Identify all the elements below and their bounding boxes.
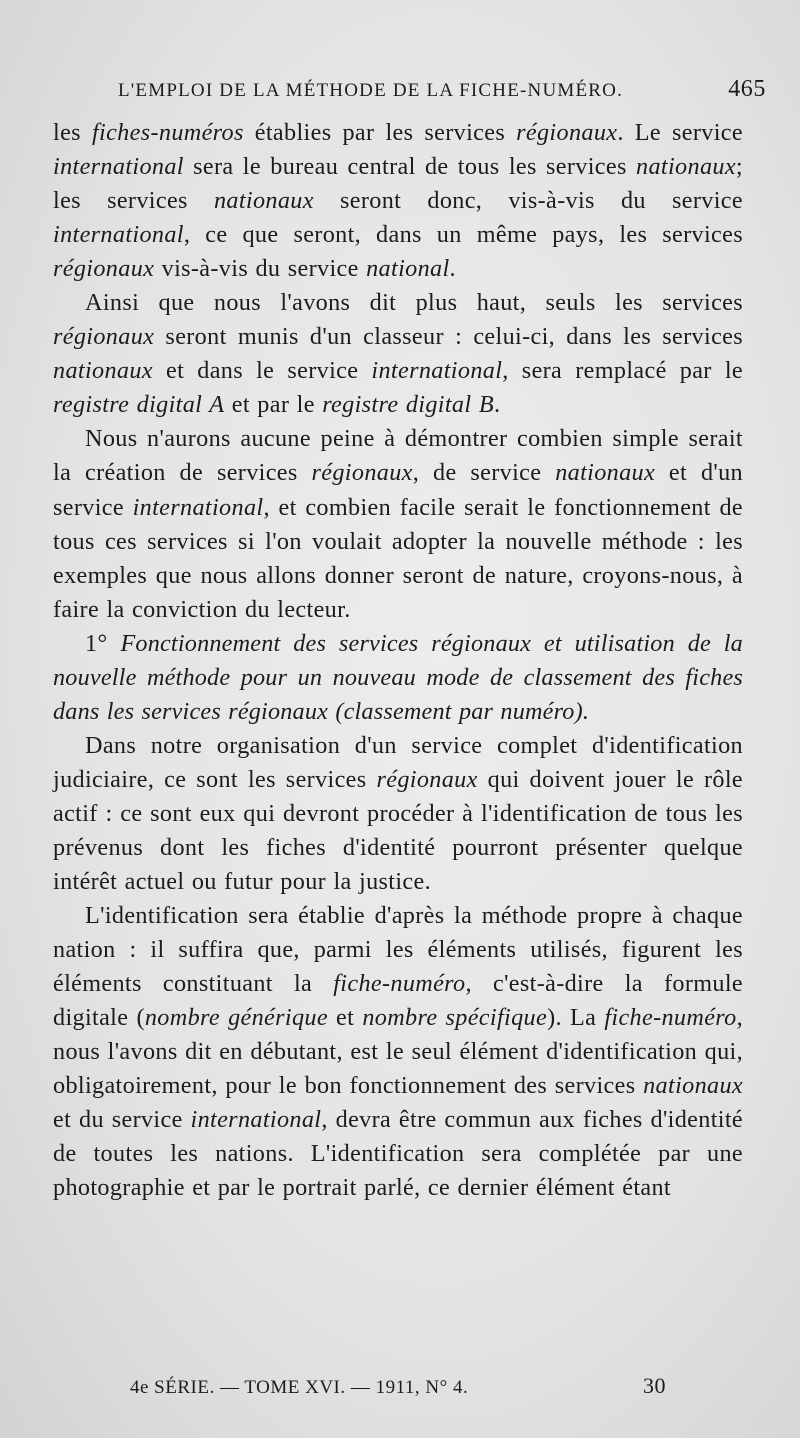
text-run: et par le [224,391,323,419]
text-run: et du service [53,1106,191,1134]
text-run: établies par les services [243,119,517,146]
text-run: Dans notre organisation d'un service complet d'identification judiciaire, ce sont les services [53,731,743,793]
text-run: , c'est-à-dire la formule digitale ( [53,970,743,1032]
text-run: seront donc, vis-à-vis du service [313,187,743,215]
italic-run: international [53,221,184,249]
italic-run: régionaux [516,119,618,146]
italic-run: fiche-numéro [604,1004,737,1032]
italic-run: international [132,493,264,521]
section-heading-paragraph [53,627,743,729]
italic-run: fiche-numéro [333,970,466,998]
text-run: qui doivent jouer le rôle actif : ce sont eux qui devront procéder à l'identification de tous les prévenus dont les fiches d'identité pourront présenter quelque intérêt actuel ou futur pour la justice. [53,765,743,896]
italic-run: national [366,255,450,283]
text-run: Ainsi que nous l'avons dit plus haut, seuls les services [85,289,743,317]
text-run: vis-à-vis du service [154,255,367,283]
italic-run: nombre générique [144,1004,328,1032]
body-text [53,116,743,1206]
text-run: , nous l'avons dit en débutant, est le seul élément d'identification qui, obligatoirement, pour le bon fonctionnement des services [53,1004,743,1100]
page-number: 465 [728,76,766,102]
text-run: ; les services [53,153,743,215]
italic-run: nationaux [555,459,656,487]
italic-run: régionaux [311,459,413,487]
text-run: L'identification sera établie d'après la méthode propre à chaque nation : il suffira que, parmi les éléments utilisés, figurent les éléments constituant la [53,902,743,998]
italic-run: nationaux [643,1072,743,1100]
text-run: . [493,391,501,419]
text-run: ). La [547,1004,605,1032]
text-run: et dans le service [152,357,372,385]
italic-run: registre digital A [53,391,225,419]
text-run: seront munis d'un classeur : celui-ci, dans les services [154,323,743,351]
running-header [118,76,766,103]
italic-run: Fonctionnement des services régionaux et utilisation de la nouvelle méthode pour un nouveau mode de classement des fiches dans les services régionaux (classement par numéro). [53,629,743,725]
series-info: 4e SÉRIE. — TOME XVI. — 1911, N° 4. [130,1377,469,1398]
text-run: Nous n'aurons aucune peine à démontrer combien simple serait la création de services [53,425,743,487]
italic-run: régionaux [53,255,155,283]
italic-run: régionaux [53,323,155,351]
signature-mark: 30 [643,1373,666,1398]
italic-run: nationaux [53,357,153,385]
paragraph [53,899,743,1205]
italic-run: nombre spécifique [362,1004,548,1032]
italic-run: international [190,1106,322,1134]
text-run: et d'un service [53,459,743,521]
text-run: , et combien facile serait le fonctionnement de tous ces services si l'on voulait adopter la nouvelle méthode : les exemples que nous allons donner seront de nature, croyons-nous, à faire la conviction du lecteur. [53,493,743,623]
text-run: les [53,119,92,146]
text-run: . Le service [617,119,743,146]
italic-run: international [371,357,503,385]
paragraph [53,422,743,626]
text-run: 1° [85,629,121,657]
running-title: L'EMPLOI DE LA MÉTHODE DE LA FICHE-NUMÉRO. [118,80,624,101]
text-run: , ce que seront, dans un même pays, les services [183,221,743,249]
italic-run: nationaux [636,153,736,181]
italic-run: régionaux [376,765,478,793]
paragraph [53,116,743,286]
italic-run: nationaux [213,187,314,215]
text-run: . [449,255,456,283]
paragraph [53,729,743,899]
text-run: et [327,1004,363,1032]
text-run: , de service [412,459,556,487]
paragraph [53,286,743,422]
page-footer [130,1373,666,1399]
italic-run: registre digital B [322,391,494,419]
text-run: , devra être commun aux fiches d'identité de toutes les nations. L'identification sera complétée par une photographie et par le portrait parlé, ce dernier élément étant [53,1106,744,1202]
italic-run: international [53,153,184,181]
italic-run: fiches-numéros [91,119,244,146]
text-run: , sera remplacé par le [502,357,743,385]
text-run: sera le bureau central de tous les services [183,153,637,181]
